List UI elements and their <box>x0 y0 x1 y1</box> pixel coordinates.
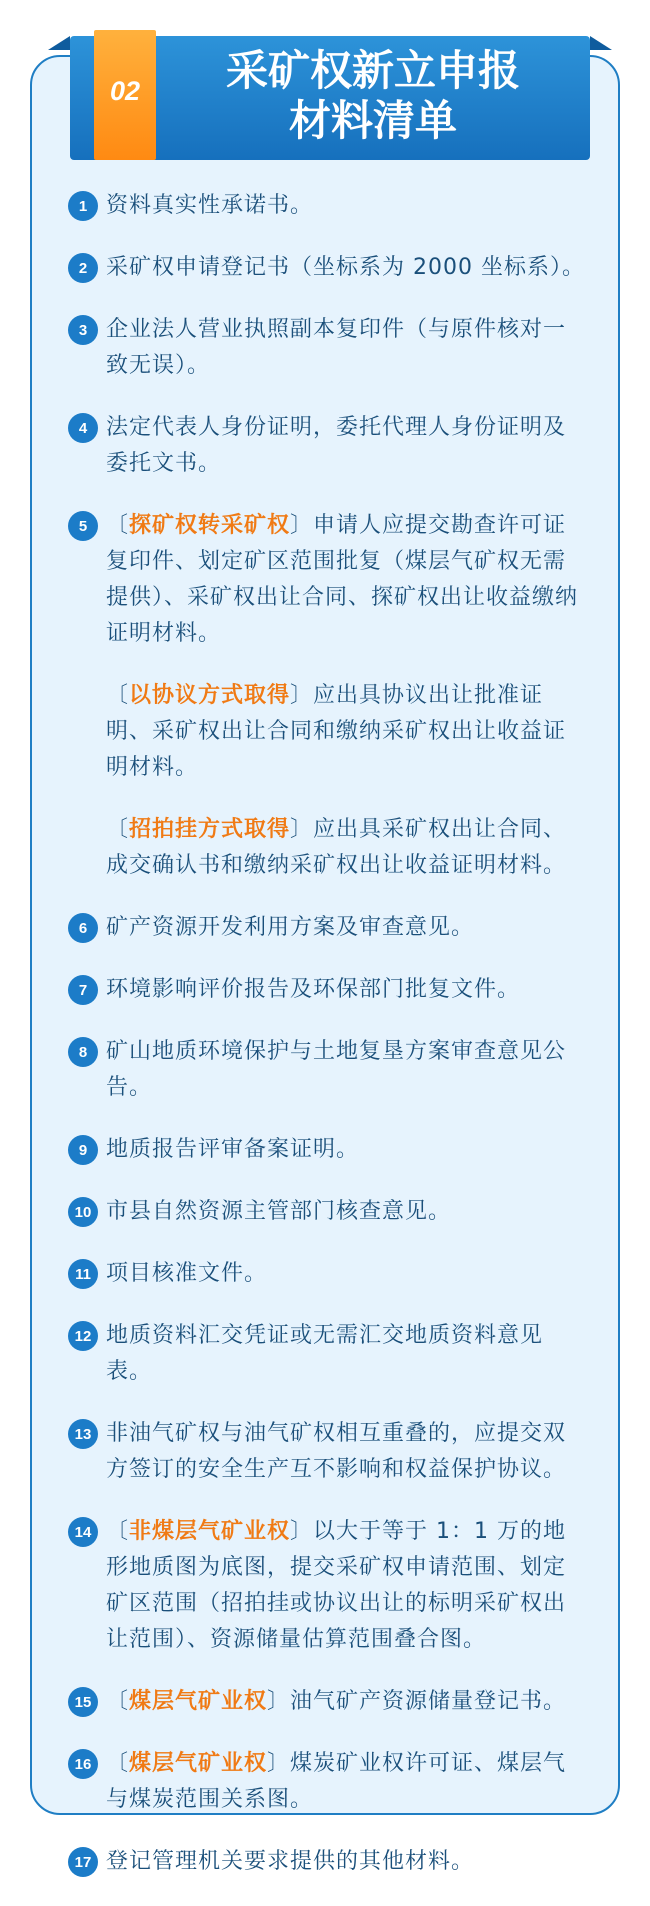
item-text: 矿产资源开发利用方案及审查意见。 <box>106 915 475 940</box>
item-number-badge: 8 <box>68 1037 98 1067</box>
item-number-badge: 1 <box>68 191 98 221</box>
item-tag: 以协议方式取得 <box>129 683 291 708</box>
section-number-tab <box>94 30 156 160</box>
item-number-badge: 14 <box>68 1517 98 1547</box>
bracket-open: 〔 <box>106 1519 130 1544</box>
list-item <box>68 1416 588 1488</box>
list-item <box>68 410 588 482</box>
bracket-open: 〔 <box>106 1751 130 1776</box>
list-item <box>68 1194 588 1230</box>
bracket-open: 〔 <box>106 683 130 708</box>
item-number-badge: 15 <box>68 1687 98 1717</box>
bracket-open: 〔 <box>106 817 130 842</box>
bracket-close: 〕 <box>290 683 314 708</box>
page-title <box>166 46 580 146</box>
item-number-badge: 7 <box>68 975 98 1005</box>
item-text-block <box>106 1844 588 1880</box>
list-item <box>68 188 588 224</box>
banner-fold-right <box>590 36 612 50</box>
item-text: 登记管理机关要求提供的其他材料。 <box>106 1849 475 1874</box>
header-banner <box>70 36 590 160</box>
item-text-block <box>106 1034 588 1106</box>
item-number-badge: 13 <box>68 1419 98 1449</box>
item-text-block <box>106 1514 588 1658</box>
bracket-close: 〕 <box>290 513 314 538</box>
item-tag: 煤层气矿业权 <box>129 1689 268 1714</box>
list-item <box>68 1844 588 1880</box>
item-text-block <box>106 1684 588 1720</box>
item-text: 矿山地质环境保护与土地复垦方案审查意见公告。 <box>106 1039 567 1100</box>
list-item <box>68 1034 588 1106</box>
item-text-block <box>106 1194 588 1230</box>
materials-list <box>68 188 588 1906</box>
item-text: 企业法人营业执照副本复印件（与原件核对一致无误）。 <box>106 317 567 378</box>
item-text: 市县自然资源主管部门核查意见。 <box>106 1199 452 1224</box>
item-number-badge: 11 <box>68 1259 98 1289</box>
item-text: 环境影响评价报告及环保部门批复文件。 <box>106 977 521 1002</box>
list-item <box>68 250 588 286</box>
item-text-block <box>106 410 588 482</box>
list-item <box>68 972 588 1008</box>
list-item <box>68 678 588 786</box>
item-text: 采矿权申请登记书（坐标系为 2000 坐标系）。 <box>106 255 585 280</box>
item-text: 应出具采矿权出让合同、成交确认书和缴纳采矿权出让收益证明材料。 <box>106 817 567 878</box>
item-text: 资料真实性承诺书。 <box>106 193 314 218</box>
bracket-open: 〔 <box>106 513 130 538</box>
item-text-block <box>106 1318 588 1390</box>
bracket-close: 〕 <box>267 1689 291 1714</box>
list-item <box>68 1746 588 1818</box>
item-text-block <box>106 188 588 224</box>
item-number-badge: 16 <box>68 1749 98 1779</box>
item-tag: 招拍挂方式取得 <box>129 817 291 842</box>
item-number-badge: 6 <box>68 913 98 943</box>
item-text: 以大于等于 1：1 万的地形地质图为底图，提交采矿权申请范围、划定矿区范围（招拍挂或协议出让的标明采矿权出让范围）、资源储量估算范围叠合图。 <box>106 1519 567 1652</box>
item-number-badge: 17 <box>68 1847 98 1877</box>
item-number-badge: 12 <box>68 1321 98 1351</box>
item-tag: 煤层气矿业权 <box>129 1751 268 1776</box>
bracket-close: 〕 <box>267 1751 291 1776</box>
item-text-block <box>106 250 588 286</box>
item-text: 应出具协议出让批准证明、采矿权出让合同和缴纳采矿权出让收益证明材料。 <box>106 683 567 780</box>
item-text-block <box>106 1416 588 1488</box>
item-number-badge: 5 <box>68 511 98 541</box>
item-text-block <box>106 678 588 786</box>
item-text: 申请人应提交勘查许可证复印件、划定矿区范围批复（煤层气矿权无需提供）、采矿权出让合同、探矿权出让收益缴纳证明材料。 <box>106 513 579 646</box>
item-text-block <box>106 1132 588 1168</box>
list-item <box>68 1256 588 1292</box>
list-item <box>68 508 588 652</box>
item-text-block <box>106 972 588 1008</box>
item-number-badge: 9 <box>68 1135 98 1165</box>
item-text: 油气矿产资源储量登记书。 <box>290 1689 567 1714</box>
list-item <box>68 910 588 946</box>
item-number-badge: 2 <box>68 253 98 283</box>
bracket-close: 〕 <box>290 817 314 842</box>
item-tag: 非煤层气矿业权 <box>129 1519 291 1544</box>
item-text-block <box>106 910 588 946</box>
list-item <box>68 1318 588 1390</box>
item-text: 地质报告评审备案证明。 <box>106 1137 360 1162</box>
item-number-badge: 4 <box>68 413 98 443</box>
list-item <box>68 1514 588 1658</box>
section-number: 02 <box>109 76 141 106</box>
item-text-block <box>106 508 588 652</box>
list-item <box>68 1684 588 1720</box>
item-text: 法定代表人身份证明，委托代理人身份证明及委托文书。 <box>106 415 567 476</box>
list-item <box>68 1132 588 1168</box>
list-item <box>68 812 588 884</box>
item-text-block <box>106 1256 588 1292</box>
item-text-block <box>106 812 588 884</box>
bracket-open: 〔 <box>106 1689 130 1714</box>
title-line-1: 采矿权新立申报 <box>225 46 520 95</box>
item-tag: 探矿权转采矿权 <box>129 513 291 538</box>
item-number-badge: 3 <box>68 315 98 345</box>
banner-fold-left <box>48 36 70 50</box>
item-text: 项目核准文件。 <box>106 1261 268 1286</box>
item-text: 煤炭矿业权许可证、煤层气与煤炭范围关系图。 <box>106 1751 567 1812</box>
title-line-2: 材料清单 <box>288 96 457 145</box>
bracket-close: 〕 <box>290 1519 314 1544</box>
item-text: 非油气矿权与油气矿权相互重叠的，应提交双方签订的安全生产互不影响和权益保护协议。 <box>106 1421 567 1482</box>
item-text: 地质资料汇交凭证或无需汇交地质资料意见表。 <box>106 1323 544 1384</box>
list-item <box>68 312 588 384</box>
item-number-badge: 10 <box>68 1197 98 1227</box>
item-text-block <box>106 312 588 384</box>
item-text-block <box>106 1746 588 1818</box>
